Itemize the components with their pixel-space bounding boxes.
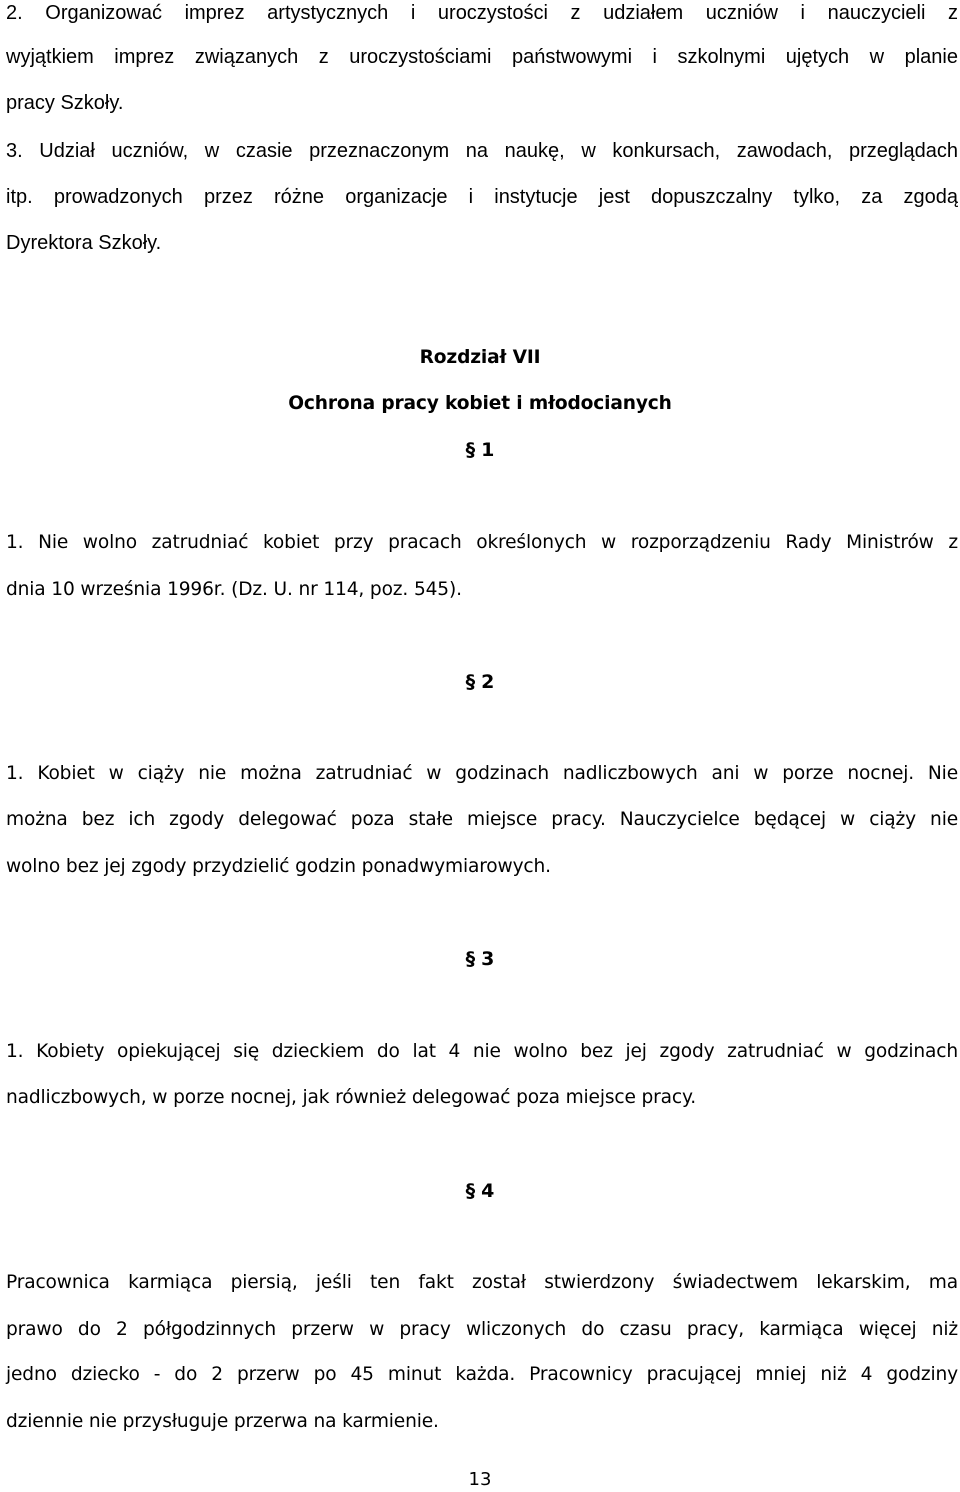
section-4-line-4: dziennie nie przysługuje przerwa na karmienie. xyxy=(6,1411,439,1432)
section-1-line-1: 1. Nie wolno zatrudniać kobiet przy pracach określonych w rozporządzeniu Rady Ministrów z xyxy=(6,532,958,553)
item-2-line-1: 2. Organizować imprez artystycznych i uroczystości z udziałem uczniów i nauczycieli z xyxy=(6,2,958,24)
section-2-line-2: można bez ich zgody delegować poza stałe miejsce pracy. Nauczycielce będącej w ciąży nie xyxy=(6,809,958,830)
section-2-heading xyxy=(0,669,960,695)
item-2-line-3: pracy Szkoły. xyxy=(6,92,124,114)
section-1-line-2: dnia 10 września 1996r. (Dz. U. nr 114, poz. 545). xyxy=(6,579,462,600)
section-number: 3 xyxy=(481,948,495,970)
section-4-line-2: prawo do 2 półgodzinnych przerw w pracy wliczonych do czasu pracy, karmiąca więcej niż xyxy=(6,1319,958,1340)
section-2-line-3: wolno bez jej zgody przydzielić godzin ponadwymiarowych. xyxy=(6,856,551,877)
section-4-line-3: jedno dziecko - do 2 przerw po 45 minut każda. Pracownicy pracującej mniej niż 4 godziny xyxy=(6,1364,958,1385)
section-number: 4 xyxy=(481,1180,495,1202)
section-4-heading xyxy=(0,1178,960,1204)
section-3-line-2: nadliczbowych, w porze nocnej, jak również delegować poza miejsce pracy. xyxy=(6,1087,696,1108)
section-symbol: § xyxy=(465,671,476,693)
section-symbol: § xyxy=(465,948,476,970)
item-3-line-1: 3. Udział uczniów, w czasie przeznaczonym na naukę, w konkursach, zawodach, przeglądach xyxy=(6,140,958,162)
section-3-line-1: 1. Kobiety opiekującej się dzieckiem do lat 4 nie wolno bez jej zgody zatrudniać w godzinach xyxy=(6,1041,958,1062)
section-4-line-1: Pracownica karmiąca piersią, jeśli ten fakt został stwierdzony świadectwem lekarskim, ma xyxy=(6,1272,958,1293)
item-3-line-3: Dyrektora Szkoły. xyxy=(6,232,162,254)
section-3-heading xyxy=(0,946,960,972)
section-number: 1 xyxy=(481,439,495,461)
section-symbol: § xyxy=(465,439,476,461)
item-3-line-2: itp. prowadzonych przez różne organizacje i instytucje jest dopuszczalny tylko, za zgodą xyxy=(6,186,958,208)
item-2-line-2: wyjątkiem imprez związanych z uroczystościami państwowymi i szkolnymi ujętych w planie xyxy=(6,46,958,68)
section-number: 2 xyxy=(481,671,495,693)
page-number: 13 xyxy=(468,1469,492,1490)
section-2-line-1: 1. Kobiet w ciąży nie można zatrudniać w godzinach nadliczbowych ani w porze nocnej. Nie xyxy=(6,763,958,784)
chapter-title: Ochrona pracy kobiet i młodocianych xyxy=(288,393,672,414)
chapter-number: Rozdział VII xyxy=(419,347,541,368)
section-symbol: § xyxy=(465,1180,476,1202)
section-1-heading xyxy=(0,437,960,463)
